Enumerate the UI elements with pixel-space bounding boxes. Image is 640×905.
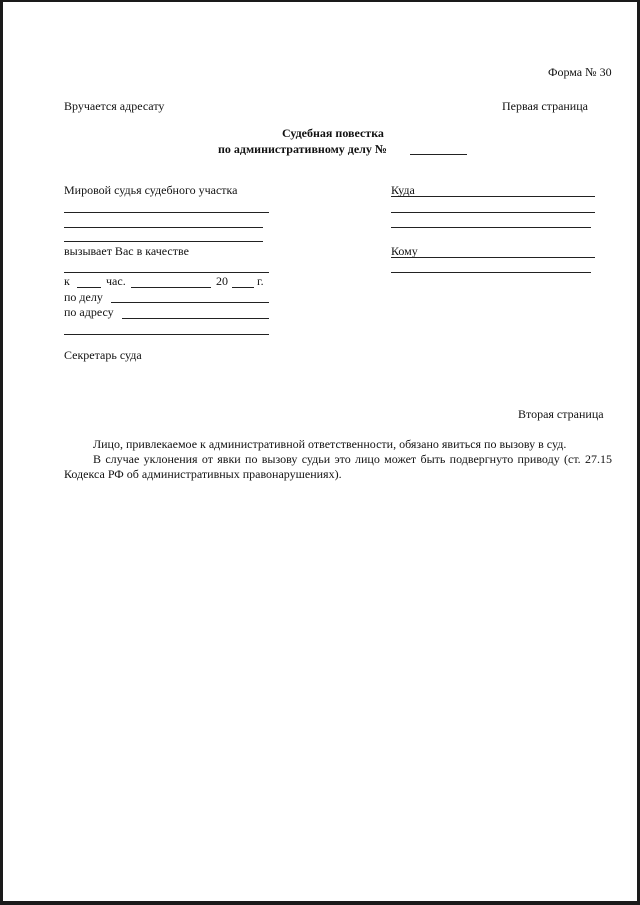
hour-label: час. bbox=[106, 274, 126, 288]
year-field[interactable] bbox=[232, 287, 254, 288]
at-label: к bbox=[64, 274, 70, 288]
judge-line-2[interactable] bbox=[64, 227, 263, 228]
where-label: Куда bbox=[391, 183, 415, 197]
case-label: по делу bbox=[64, 290, 103, 304]
document-title: Судебная повестка bbox=[282, 126, 384, 140]
case-number-field[interactable] bbox=[410, 154, 467, 155]
judge-line-1[interactable] bbox=[64, 212, 269, 213]
second-page-label: Вторая страница bbox=[518, 407, 604, 421]
whom-label: Кому bbox=[391, 244, 418, 258]
judge-line-3[interactable] bbox=[64, 241, 263, 242]
address-label: по адресу bbox=[64, 305, 114, 319]
whom-line-2[interactable] bbox=[391, 272, 591, 273]
judge-label: Мировой судья судебного участка bbox=[64, 183, 238, 197]
hour-field[interactable] bbox=[77, 287, 101, 288]
year-suffix: г. bbox=[257, 274, 264, 288]
scan-border-top bbox=[0, 0, 640, 2]
year-prefix: 20 bbox=[216, 274, 228, 288]
form-number: Форма № 30 bbox=[548, 65, 612, 79]
address-line-2[interactable] bbox=[64, 334, 269, 335]
capacity-line[interactable] bbox=[64, 272, 269, 273]
delivered-to-addressee: Вручается адресату bbox=[64, 99, 165, 113]
secretary-label: Секретарь суда bbox=[64, 348, 142, 362]
second-page-text bbox=[64, 437, 612, 482]
where-field[interactable] bbox=[391, 196, 595, 197]
evasion-paragraph: В случае уклонения от явки по вызову судьи это лицо может быть подвергнуто приводу (ст. 27.15 Кодекса РФ об административных правонарушениях). bbox=[64, 452, 612, 481]
where-line-2[interactable] bbox=[391, 212, 595, 213]
case-field[interactable] bbox=[111, 302, 269, 303]
obligation-paragraph: Лицо, привлекаемое к административной ответственности, обязано явиться по вызову в суд. bbox=[93, 437, 567, 451]
scan-border-left bbox=[0, 0, 3, 905]
date-field[interactable] bbox=[131, 287, 211, 288]
calls-as-label: вызывает Вас в качестве bbox=[64, 244, 189, 258]
whom-field[interactable] bbox=[391, 257, 595, 258]
first-page-label: Первая страница bbox=[502, 99, 588, 113]
scan-border-bottom bbox=[0, 901, 640, 905]
where-line-3[interactable] bbox=[391, 227, 591, 228]
address-field[interactable] bbox=[122, 318, 269, 319]
case-number-label: по административному делу № bbox=[218, 142, 387, 156]
